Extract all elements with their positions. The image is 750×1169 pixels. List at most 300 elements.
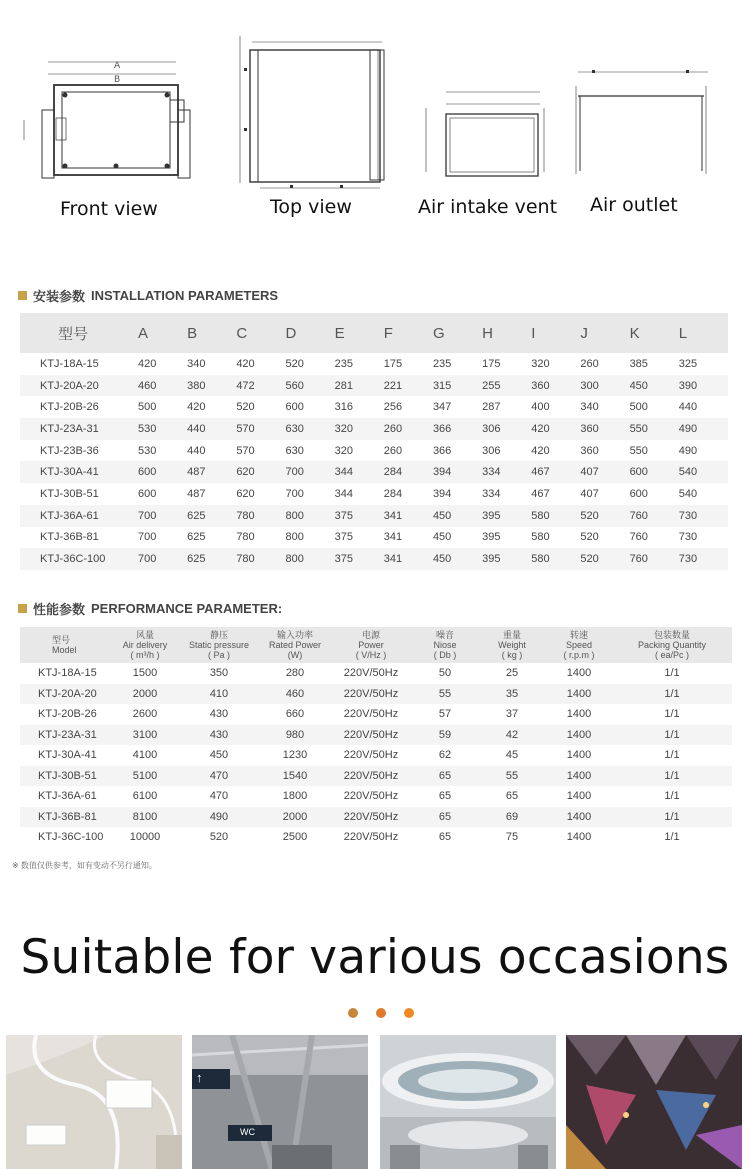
table-row: [20, 786, 732, 807]
value-cell: 340: [580, 401, 599, 414]
value-cell: 760: [629, 531, 648, 544]
model-cell: KTJ-18A-15: [40, 357, 99, 370]
value-cell: 55: [412, 684, 478, 705]
value-cell: 45: [505, 749, 519, 762]
value-cell: 1/1: [664, 790, 680, 803]
value-cell: 65: [412, 807, 478, 828]
model-cell: KTJ-36A-61: [20, 505, 138, 527]
value-cell: 800: [285, 548, 334, 570]
value-cell: 1400: [546, 725, 612, 746]
value-cell: 220V/50Hz: [343, 790, 399, 803]
performance-heading: [18, 599, 282, 618]
value-cell: 520: [580, 548, 629, 570]
value-cell: 220V/50Hz: [343, 708, 399, 721]
value-cell: 55: [478, 766, 546, 787]
value-cell: 630: [285, 444, 304, 457]
value-cell: 2000: [112, 684, 178, 705]
value-cell: 65: [412, 766, 478, 787]
model-cell: KTJ-20A-20: [20, 684, 112, 705]
air-outlet-diagram: [568, 66, 738, 181]
value-cell: 460: [260, 684, 330, 705]
value-cell: 760: [630, 548, 679, 570]
value-cell: 220V/50Hz: [330, 725, 412, 746]
value-cell: 385: [629, 357, 648, 370]
value-cell: 450: [433, 548, 482, 570]
value-cell: 600: [630, 461, 679, 483]
value-cell: 65: [505, 790, 519, 803]
value-cell: 260: [580, 357, 599, 370]
value-cell: 5100: [112, 766, 178, 787]
value-cell: 430: [178, 725, 260, 746]
value-cell: 520: [580, 531, 599, 544]
value-cell: 316: [334, 401, 353, 414]
table-row: [20, 704, 732, 725]
value-cell: 1/1: [612, 766, 732, 787]
value-cell: 570: [236, 444, 255, 457]
value-cell: 730: [679, 505, 728, 527]
value-cell: 360: [580, 444, 599, 457]
value-cell: 530: [138, 418, 187, 440]
value-cell: 25: [505, 667, 519, 680]
value-cell: 730: [679, 548, 728, 570]
value-cell: 1400: [546, 684, 612, 705]
perf-col-0: [20, 627, 112, 663]
installation-heading-en: INSTALLATION PARAMETERS: [91, 288, 279, 303]
value-cell: 440: [187, 418, 236, 440]
value-cell: 630: [285, 418, 334, 440]
value-cell: 366: [433, 418, 482, 440]
table-row: [20, 663, 732, 684]
value-cell: 620: [236, 487, 255, 500]
value-cell: 281: [335, 375, 384, 397]
top-view-label: Top view: [270, 196, 352, 218]
perf-col-2: [178, 627, 260, 663]
dot-icon: [376, 1008, 386, 1018]
value-cell: 700: [138, 505, 187, 527]
perf-col-unit: ( Db ): [433, 650, 457, 660]
value-cell: 394: [433, 461, 482, 483]
value-cell: 235: [334, 357, 353, 370]
perf-col-cn: 重量: [502, 630, 521, 640]
install-col-i: I: [531, 313, 580, 353]
installation-table: [20, 313, 728, 570]
value-cell: 300: [580, 375, 629, 397]
model-cell: KTJ-36C-100: [38, 831, 104, 844]
value-cell: 520: [285, 357, 304, 370]
value-cell: 450: [433, 505, 482, 527]
perf-col-cn: 风量: [135, 630, 154, 640]
value-cell: 395: [482, 505, 531, 527]
table-row: [20, 353, 728, 375]
value-cell: 65: [438, 831, 452, 844]
model-cell: KTJ-23A-31: [20, 725, 112, 746]
value-cell: 1/1: [664, 667, 680, 680]
mirror-hall-photo: [566, 1035, 742, 1169]
perf-col-8: [612, 627, 732, 663]
table-row: [20, 725, 732, 746]
value-cell: 306: [482, 418, 531, 440]
value-cell: 220V/50Hz: [330, 807, 412, 828]
table-row: [20, 461, 728, 483]
value-cell: 470: [178, 766, 260, 787]
value-cell: 420: [531, 418, 580, 440]
value-cell: 467: [531, 487, 550, 500]
value-cell: 420: [138, 357, 157, 370]
value-cell: 350: [209, 667, 229, 680]
value-cell: 625: [187, 531, 206, 544]
value-cell: 220V/50Hz: [330, 766, 412, 787]
value-cell: 625: [187, 548, 236, 570]
table-row: [20, 440, 728, 462]
ceiling-lights-photo: [6, 1035, 182, 1169]
perf-col-unit: ( V/Hz ): [355, 650, 387, 660]
value-cell: 375: [335, 505, 384, 527]
value-cell: 2500: [282, 831, 308, 844]
value-cell: 430: [209, 708, 229, 721]
model-cell: KTJ-36B-81: [20, 807, 112, 828]
value-cell: 2600: [132, 708, 158, 721]
value-cell: 472: [236, 375, 285, 397]
value-cell: 62: [438, 749, 452, 762]
value-cell: 280: [285, 667, 305, 680]
value-cell: 334: [482, 487, 501, 500]
value-cell: 760: [630, 505, 679, 527]
value-cell: 490: [679, 418, 728, 440]
value-cell: 341: [384, 548, 433, 570]
value-cell: 560: [285, 375, 334, 397]
value-cell: 1400: [566, 831, 592, 844]
install-col-k: K: [630, 313, 679, 353]
value-cell: 315: [433, 375, 482, 397]
installation-heading: [18, 286, 278, 305]
installation-header-row: [20, 313, 728, 353]
value-cell: 1540: [260, 766, 330, 787]
table-row: [20, 505, 728, 527]
perf-col-unit: ( r.p.m ): [563, 650, 595, 660]
exit-arrow-sign: ↑: [196, 1070, 203, 1085]
value-cell: 59: [412, 725, 478, 746]
perf-col-unit: ( kg ): [501, 650, 523, 660]
value-cell: 35: [478, 684, 546, 705]
value-cell: 407: [580, 461, 629, 483]
perf-col-cn: 输入功率: [276, 630, 313, 640]
value-cell: 334: [482, 461, 531, 483]
install-col-l: L: [679, 313, 728, 353]
performance-heading-en: PERFORMANCE PARAMETER:: [91, 601, 283, 616]
install-col-h: H: [482, 313, 531, 353]
air-intake-drawing: [412, 82, 562, 222]
value-cell: 366: [432, 444, 452, 457]
value-cell: 550: [629, 444, 648, 457]
value-cell: 1400: [566, 749, 592, 762]
value-cell: 540: [678, 487, 698, 500]
value-cell: 220V/50Hz: [343, 749, 399, 762]
install-col-model: 型号: [20, 313, 138, 353]
value-cell: 600: [138, 487, 157, 500]
value-cell: 1400: [566, 790, 592, 803]
heading-marker-icon: [18, 291, 27, 300]
value-cell: 570: [236, 418, 285, 440]
value-cell: 1/1: [612, 807, 732, 828]
value-cell: 2000: [260, 807, 330, 828]
model-cell: KTJ-18A-15: [38, 667, 97, 680]
value-cell: 420: [531, 444, 550, 457]
value-cell: 65: [438, 790, 452, 803]
installation-heading-cn: 安装参数: [33, 289, 86, 304]
perf-col-en: Packing Quantity: [637, 640, 707, 650]
value-cell: 400: [531, 401, 550, 414]
value-cell: 700: [285, 461, 334, 483]
value-cell: 284: [384, 461, 433, 483]
model-cell: KTJ-30A-41: [38, 749, 97, 762]
value-cell: 490: [678, 444, 698, 457]
model-cell: KTJ-36B-81: [40, 531, 99, 544]
value-cell: 600: [285, 401, 304, 414]
value-cell: 220V/50Hz: [330, 684, 412, 705]
front-view-dim-b: B: [114, 75, 121, 85]
value-cell: 175: [482, 357, 501, 370]
value-cell: 500: [629, 401, 648, 414]
front-view-drawing: [18, 40, 203, 220]
value-cell: 306: [482, 444, 501, 457]
value-cell: 410: [178, 684, 260, 705]
value-cell: 320: [335, 418, 384, 440]
perf-col-en: Rated Power: [268, 640, 322, 650]
value-cell: 340: [187, 357, 206, 370]
value-cell: 580: [531, 505, 580, 527]
table-row: [20, 807, 732, 828]
perf-col-cn: 包装数量: [653, 630, 690, 640]
value-cell: 260: [383, 444, 403, 457]
value-cell: 620: [236, 461, 285, 483]
value-cell: 287: [482, 401, 501, 414]
model-cell: KTJ-30B-51: [40, 487, 99, 500]
perf-col-unit: (W): [287, 650, 303, 660]
value-cell: 256: [383, 401, 403, 414]
decorative-dots: [348, 1008, 414, 1018]
value-cell: 500: [138, 401, 157, 414]
value-cell: 344: [335, 461, 384, 483]
value-cell: 1/1: [612, 684, 732, 705]
value-cell: 284: [383, 487, 403, 500]
front-view-label: Front view: [60, 198, 158, 220]
install-col-b: B: [187, 313, 236, 353]
value-cell: 780: [236, 531, 255, 544]
value-cell: 1/1: [612, 725, 732, 746]
air-intake-diagram: [412, 82, 562, 192]
perf-col-unit: ( ea/Pc ): [654, 650, 689, 660]
model-cell: KTJ-20A-20: [20, 375, 138, 397]
perf-col-en: Niose: [433, 640, 457, 650]
top-view-drawing: [230, 28, 400, 218]
table-row: [20, 745, 732, 766]
value-cell: 8100: [112, 807, 178, 828]
value-cell: 320: [334, 444, 353, 457]
perf-col-en: Air delivery: [122, 640, 168, 650]
install-col-g: G: [433, 313, 482, 353]
value-cell: 325: [678, 357, 698, 370]
install-col-a: A: [138, 313, 187, 353]
value-cell: 320: [531, 357, 550, 370]
value-cell: 625: [187, 505, 236, 527]
value-cell: 550: [630, 418, 679, 440]
perf-col-unit: ( Pa ): [207, 650, 230, 660]
value-cell: 780: [236, 548, 285, 570]
value-cell: 1400: [546, 807, 612, 828]
occasions-headline: Suitable for various occasions: [20, 930, 730, 985]
value-cell: 1400: [566, 708, 592, 721]
footnote: ※ 数值仅供参考，如有变动不另行通知。: [12, 861, 157, 870]
value-cell: 407: [580, 487, 599, 500]
value-cell: 487: [187, 461, 236, 483]
value-cell: 520: [580, 505, 629, 527]
perf-col-en: Speed: [565, 640, 593, 650]
table-row: [20, 483, 728, 505]
value-cell: 600: [138, 461, 187, 483]
model-cell: KTJ-36C-100: [20, 548, 138, 570]
table-row: [20, 375, 728, 397]
value-cell: 380: [187, 375, 236, 397]
value-cell: 467: [531, 461, 580, 483]
value-cell: 57: [438, 708, 452, 721]
value-cell: 175: [383, 357, 403, 370]
air-outlet-drawing: [568, 66, 738, 226]
table-row: [20, 418, 728, 440]
value-cell: 220V/50Hz: [343, 831, 399, 844]
install-col-e: E: [335, 313, 384, 353]
value-cell: 540: [679, 461, 728, 483]
perf-col-7: [546, 627, 612, 663]
performance-heading-cn: 性能参数: [33, 602, 86, 617]
perf-col-en: Weight: [498, 640, 526, 650]
install-col-c: C: [236, 313, 285, 353]
perf-col-3: [260, 627, 330, 663]
value-cell: 395: [482, 531, 501, 544]
table-row: [20, 684, 732, 705]
value-cell: 1800: [282, 790, 308, 803]
value-cell: 260: [384, 418, 433, 440]
perf-col-1: [112, 627, 178, 663]
model-cell: KTJ-30B-51: [20, 766, 112, 787]
value-cell: 1400: [566, 667, 592, 680]
table-row: [20, 527, 728, 549]
value-cell: 344: [334, 487, 353, 500]
value-cell: 3100: [112, 725, 178, 746]
value-cell: 395: [482, 548, 531, 570]
value-cell: 75: [505, 831, 519, 844]
technical-drawings: [0, 0, 750, 240]
perf-col-cn: 电源: [361, 630, 380, 640]
value-cell: 730: [678, 531, 698, 544]
value-cell: 341: [383, 531, 403, 544]
model-cell: KTJ-23B-36: [40, 444, 99, 457]
value-cell: 440: [187, 444, 206, 457]
value-cell: 520: [236, 401, 255, 414]
table-row: [20, 766, 732, 787]
perf-col-unit: ( m³/h ): [130, 650, 160, 660]
value-cell: 450: [432, 531, 452, 544]
value-cell: 470: [209, 790, 229, 803]
value-cell: 520: [209, 831, 229, 844]
value-cell: 420: [187, 401, 206, 414]
perf-col-cn: 静压: [209, 630, 228, 640]
value-cell: 255: [482, 375, 531, 397]
value-cell: 69: [478, 807, 546, 828]
value-cell: 42: [478, 725, 546, 746]
install-col-d: D: [285, 313, 334, 353]
table-row: [20, 396, 728, 418]
front-view-diagram: [18, 40, 203, 190]
value-cell: 980: [260, 725, 330, 746]
mall-atrium-photo: [380, 1035, 556, 1169]
value-cell: 347: [432, 401, 452, 414]
model-cell: KTJ-23A-31: [20, 418, 138, 440]
perf-col-cn: 转速: [569, 630, 588, 640]
value-cell: 375: [335, 548, 384, 570]
value-cell: 700: [138, 531, 157, 544]
value-cell: 460: [138, 375, 187, 397]
value-cell: 394: [432, 487, 452, 500]
value-cell: 6100: [132, 790, 158, 803]
value-cell: 235: [432, 357, 452, 370]
value-cell: 600: [629, 487, 648, 500]
air-outlet-label: Air outlet: [590, 194, 678, 216]
install-col-f: F: [384, 313, 433, 353]
model-cell: KTJ-20B-26: [38, 708, 97, 721]
wc-sign: WC: [240, 1127, 255, 1137]
value-cell: 50: [438, 667, 452, 680]
value-cell: 450: [630, 375, 679, 397]
top-view-diagram: [230, 28, 400, 193]
value-cell: 360: [580, 418, 629, 440]
perf-col-en: Model: [52, 645, 77, 655]
dot-icon: [348, 1008, 358, 1018]
value-cell: 1230: [282, 749, 308, 762]
value-cell: 37: [505, 708, 519, 721]
table-row: [20, 827, 732, 848]
value-cell: 420: [236, 357, 255, 370]
value-cell: 1/1: [664, 708, 680, 721]
value-cell: 1500: [132, 667, 158, 680]
value-cell: 580: [531, 531, 550, 544]
air-intake-label: Air intake vent: [418, 196, 558, 218]
perf-col-4: [330, 627, 412, 663]
parking-garage-photo: [192, 1035, 368, 1169]
value-cell: 800: [285, 505, 334, 527]
value-cell: 800: [285, 531, 304, 544]
perf-col-cn: 型号: [52, 635, 71, 645]
value-cell: 450: [209, 749, 229, 762]
value-cell: 440: [678, 401, 698, 414]
value-cell: 487: [187, 487, 206, 500]
front-view-dim-a: A: [114, 61, 121, 71]
performance-table: [20, 627, 732, 848]
value-cell: 580: [531, 548, 580, 570]
value-cell: 780: [236, 505, 285, 527]
value-cell: 660: [285, 708, 305, 721]
model-cell: KTJ-30A-41: [20, 461, 138, 483]
table-row: [20, 548, 728, 570]
value-cell: 10000: [129, 831, 161, 844]
value-cell: 700: [138, 548, 187, 570]
value-cell: 4100: [132, 749, 158, 762]
value-cell: 341: [384, 505, 433, 527]
value-cell: 360: [531, 375, 580, 397]
perf-col-en: Power: [358, 640, 384, 650]
value-cell: 530: [138, 444, 157, 457]
install-col-j: J: [580, 313, 629, 353]
value-cell: 700: [285, 487, 304, 500]
